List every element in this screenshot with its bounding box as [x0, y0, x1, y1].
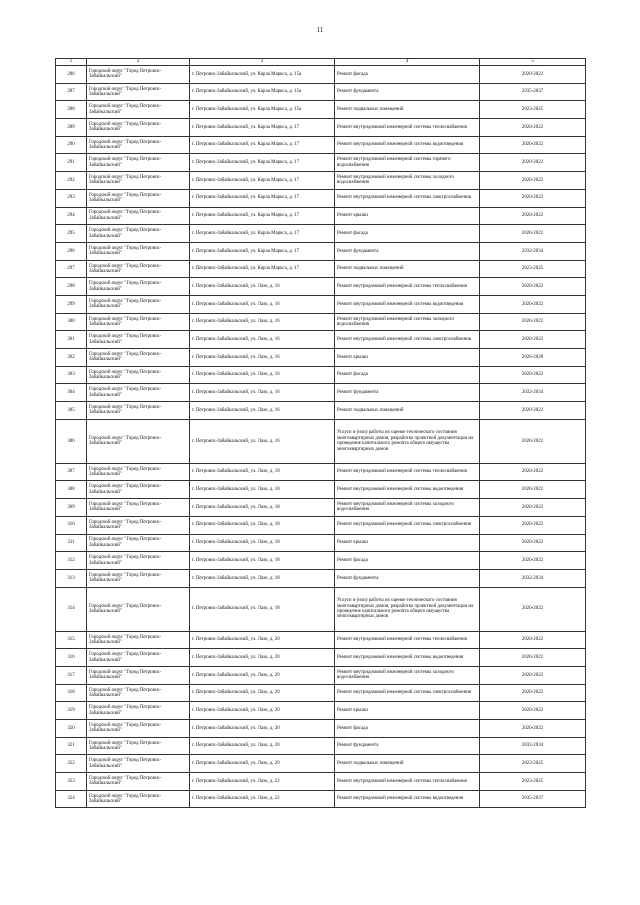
period-cell: 2020-2022 — [480, 666, 586, 684]
municipality-cell: Городской округ "Город Петровск-Забайкальский" — [87, 569, 190, 587]
municipality-cell: Городской округ "Город Петровск-Забайкальский" — [87, 66, 190, 84]
period-cell: 2020-2022 — [480, 66, 586, 84]
address-cell: г. Петровск-Забайкальский, ул. Карла Маркса, д. 17 — [190, 136, 335, 154]
municipality-cell: Городской округ "Город Петровск-Забайкальский" — [87, 349, 190, 367]
column-header-3: 3 — [190, 59, 335, 66]
address-cell: г. Петровск-Забайкальский, ул. Лазо, д. 18 — [190, 587, 335, 631]
period-cell: 2020-2022 — [480, 684, 586, 702]
address-cell: г. Петровск-Забайкальский, ул. Карла Маркса, д. 17 — [190, 242, 335, 260]
address-cell: г. Петровск-Забайкальский, ул. Карла Маркса, д. 17 — [190, 189, 335, 207]
address-cell: г. Петровск-Забайкальский, ул. Лазо, д. 18 — [190, 463, 335, 481]
work-type-cell: Ремонт фасада — [335, 66, 480, 84]
row-number-cell: 294 — [56, 207, 87, 225]
address-cell: г. Петровск-Забайкальский, ул. Лазо, д. 18 — [190, 516, 335, 534]
municipality-cell: Городской округ "Город Петровск-Забайкальский" — [87, 119, 190, 137]
address-cell: г. Петровск-Забайкальский, ул. Карла Маркса, д. 17 — [190, 207, 335, 225]
table-row — [56, 790, 586, 808]
row-number-cell: 308 — [56, 481, 87, 499]
table-row — [56, 101, 586, 119]
row-number-cell: 311 — [56, 534, 87, 552]
municipality-cell: Городской округ "Город Петровск-Забайкальский" — [87, 684, 190, 702]
table-row — [56, 684, 586, 702]
period-cell: 2020-2022 — [480, 552, 586, 570]
period-cell: 2020-2022 — [480, 136, 586, 154]
period-cell: 2020-2022 — [480, 331, 586, 349]
period-cell: 2032-2034 — [480, 737, 586, 755]
municipality-cell: Городской округ "Город Петровск-Забайкальский" — [87, 463, 190, 481]
period-cell: 2020-2022 — [480, 720, 586, 738]
column-header-5: 5 — [480, 59, 586, 66]
municipality-cell: Городской округ "Город Петровск-Забайкальский" — [87, 295, 190, 313]
repair-schedule-table — [55, 58, 586, 808]
column-header-2: 2 — [87, 59, 190, 66]
table-row — [56, 463, 586, 481]
table-row — [56, 481, 586, 499]
work-type-cell: Ремонт фундамента — [335, 242, 480, 260]
work-type-cell: Ремонт фундамента — [335, 83, 480, 101]
address-cell: г. Петровск-Забайкальский, ул. Лазо, д. 16 — [190, 295, 335, 313]
address-cell: г. Петровск-Забайкальский, ул. Лазо, д. 16 — [190, 366, 335, 384]
period-cell: 2032-2034 — [480, 384, 586, 402]
row-number-cell: 301 — [56, 331, 87, 349]
address-cell: г. Петровск-Забайкальский, ул. Лазо, д. 16 — [190, 402, 335, 420]
municipality-cell: Городской округ "Город Петровск-Забайкальский" — [87, 384, 190, 402]
address-cell: г. Петровск-Забайкальский, ул. Лазо, д. 18 — [190, 534, 335, 552]
period-cell: 2023-2025 — [480, 260, 586, 278]
row-number-cell: 321 — [56, 737, 87, 755]
work-type-cell: Ремонт крыши — [335, 702, 480, 720]
row-number-cell: 310 — [56, 516, 87, 534]
work-type-cell: Ремонт внутридомовой инженерной системы водоотведения — [335, 649, 480, 667]
table-row — [56, 189, 586, 207]
municipality-cell: Городской округ "Город Петровск-Забайкальский" — [87, 83, 190, 101]
table-row — [56, 295, 586, 313]
work-type-cell: Ремонт внутридомовой инженерной системы электроснабжения — [335, 189, 480, 207]
table-row — [56, 587, 586, 631]
address-cell: г. Петровск-Забайкальский, ул. Лазо, д. 22 — [190, 790, 335, 808]
row-number-cell: 292 — [56, 172, 87, 190]
work-type-cell: Услуги и (или) работы по оценке технического состояния многоквартирных домов, разработке проектной документации на проведение капитального ремонта общего имущества многоквартирных домов — [335, 587, 480, 631]
work-type-cell: Ремонт внутридомовой инженерной системы водоотведения — [335, 481, 480, 499]
municipality-cell: Городской округ "Город Петровск-Забайкальский" — [87, 154, 190, 172]
row-number-cell: 303 — [56, 366, 87, 384]
address-cell: г. Петровск-Забайкальский, ул. Лазо, д. 16 — [190, 384, 335, 402]
row-number-cell: 314 — [56, 587, 87, 631]
period-cell: 2032-2034 — [480, 242, 586, 260]
table-row — [56, 631, 586, 649]
row-number-cell: 312 — [56, 552, 87, 570]
table-row — [56, 172, 586, 190]
address-cell: г. Петровск-Забайкальский, ул. Карла Маркса, д. 15а — [190, 101, 335, 119]
address-cell: г. Петровск-Забайкальский, ул. Лазо, д. 16 — [190, 419, 335, 463]
table-row — [56, 569, 586, 587]
municipality-cell: Городской округ "Город Петровск-Забайкальский" — [87, 419, 190, 463]
address-cell: г. Петровск-Забайкальский, ул. Лазо, д. 20 — [190, 720, 335, 738]
work-type-cell: Ремонт подвальных помещений — [335, 101, 480, 119]
work-type-cell: Ремонт фундамента — [335, 737, 480, 755]
municipality-cell: Городской округ "Город Петровск-Забайкальский" — [87, 481, 190, 499]
work-type-cell: Ремонт внутридомовой инженерной системы электроснабжения — [335, 331, 480, 349]
period-cell: 2020-2022 — [480, 516, 586, 534]
address-cell: г. Петровск-Забайкальский, ул. Лазо, д. 22 — [190, 773, 335, 791]
table-row — [56, 119, 586, 137]
period-cell: 2020-2022 — [480, 295, 586, 313]
row-number-cell: 322 — [56, 755, 87, 773]
period-cell: 2020-2022 — [480, 278, 586, 296]
row-number-cell: 291 — [56, 154, 87, 172]
row-number-cell: 297 — [56, 260, 87, 278]
municipality-cell: Городской округ "Город Петровск-Забайкальский" — [87, 773, 190, 791]
period-cell: 2032-2034 — [480, 569, 586, 587]
row-number-cell: 299 — [56, 295, 87, 313]
row-number-cell: 296 — [56, 242, 87, 260]
period-cell: 2020-2022 — [480, 702, 586, 720]
work-type-cell: Ремонт фундамента — [335, 384, 480, 402]
period-cell: 2020-2022 — [480, 402, 586, 420]
work-type-cell: Ремонт внутридомовой инженерной системы водоотведения — [335, 136, 480, 154]
work-type-cell: Ремонт внутридомовой инженерной системы электроснабжения — [335, 684, 480, 702]
municipality-cell: Городской округ "Город Петровск-Забайкальский" — [87, 649, 190, 667]
municipality-cell: Городской округ "Город Петровск-Забайкальский" — [87, 552, 190, 570]
municipality-cell: Городской округ "Город Петровск-Забайкальский" — [87, 136, 190, 154]
address-cell: г. Петровск-Забайкальский, ул. Лазо, д. 20 — [190, 755, 335, 773]
period-cell: 2020-2022 — [480, 499, 586, 517]
work-type-cell: Ремонт внутридомовой инженерной системы теплоснабжения — [335, 463, 480, 481]
period-cell: 2020-2022 — [480, 534, 586, 552]
table-row — [56, 649, 586, 667]
municipality-cell: Городской округ "Город Петровск-Забайкальский" — [87, 499, 190, 517]
work-type-cell: Ремонт внутридомовой инженерной системы холодного водоснабжения — [335, 313, 480, 331]
work-type-cell: Ремонт фасада — [335, 552, 480, 570]
address-cell: г. Петровск-Забайкальский, ул. Карла Маркса, д. 17 — [190, 154, 335, 172]
table-row — [56, 737, 586, 755]
period-cell: 2023-2025 — [480, 773, 586, 791]
row-number-cell: 318 — [56, 684, 87, 702]
table-row — [56, 552, 586, 570]
municipality-cell: Городской округ "Город Петровск-Забайкальский" — [87, 534, 190, 552]
table-body — [56, 59, 586, 808]
work-type-cell: Ремонт внутридомовой инженерной системы водоотведения — [335, 790, 480, 808]
table-row — [56, 66, 586, 84]
municipality-cell: Городской округ "Город Петровск-Забайкальский" — [87, 631, 190, 649]
address-cell: г. Петровск-Забайкальский, ул. Лазо, д. 16 — [190, 331, 335, 349]
address-cell: г. Петровск-Забайкальский, ул. Лазо, д. 20 — [190, 666, 335, 684]
row-number-cell: 313 — [56, 569, 87, 587]
table-row — [56, 278, 586, 296]
work-type-cell: Ремонт внутридомовой инженерной системы холодного водоснабжения — [335, 666, 480, 684]
address-cell: г. Петровск-Забайкальский, ул. Лазо, д. 20 — [190, 649, 335, 667]
period-cell: 2020-2022 — [480, 313, 586, 331]
row-number-cell: 298 — [56, 278, 87, 296]
period-cell: 2020-2022 — [480, 463, 586, 481]
table-row — [56, 720, 586, 738]
table-row — [56, 755, 586, 773]
work-type-cell: Ремонт крыши — [335, 207, 480, 225]
address-cell: г. Петровск-Забайкальский, ул. Лазо, д. 18 — [190, 552, 335, 570]
table-row — [56, 260, 586, 278]
municipality-cell: Городской округ "Город Петровск-Забайкальский" — [87, 172, 190, 190]
row-number-cell: 302 — [56, 349, 87, 367]
municipality-cell: Городской округ "Город Петровск-Забайкальский" — [87, 278, 190, 296]
work-type-cell: Ремонт внутридомовой инженерной системы теплоснабжения — [335, 119, 480, 137]
period-cell: 2035-2037 — [480, 83, 586, 101]
work-type-cell: Ремонт крыши — [335, 534, 480, 552]
address-cell: г. Петровск-Забайкальский, ул. Лазо, д. 16 — [190, 349, 335, 367]
address-cell: г. Петровск-Забайкальский, ул. Карла Маркса, д. 17 — [190, 225, 335, 243]
address-cell: г. Петровск-Забайкальский, ул. Лазо, д. 20 — [190, 631, 335, 649]
table-row — [56, 402, 586, 420]
period-cell: 2023-2025 — [480, 755, 586, 773]
period-cell: 2020-2022 — [480, 419, 586, 463]
address-cell: г. Петровск-Забайкальский, ул. Карла Маркса, д. 15а — [190, 83, 335, 101]
address-cell: г. Петровск-Забайкальский, ул. Лазо, д. 18 — [190, 569, 335, 587]
row-number-cell: 319 — [56, 702, 87, 720]
table-row — [56, 349, 586, 367]
row-number-cell: 315 — [56, 631, 87, 649]
period-cell: 2020-2022 — [480, 189, 586, 207]
table-row — [56, 242, 586, 260]
row-number-cell: 293 — [56, 189, 87, 207]
address-cell: г. Петровск-Забайкальский, ул. Лазо, д. 20 — [190, 737, 335, 755]
table-row — [56, 154, 586, 172]
row-number-cell: 316 — [56, 649, 87, 667]
municipality-cell: Городской округ "Город Петровск-Забайкальский" — [87, 587, 190, 631]
municipality-cell: Городской округ "Город Петровск-Забайкальский" — [87, 516, 190, 534]
municipality-cell: Городской округ "Город Петровск-Забайкальский" — [87, 737, 190, 755]
work-type-cell: Ремонт крыши — [335, 349, 480, 367]
table-row — [56, 384, 586, 402]
table-row — [56, 499, 586, 517]
work-type-cell: Ремонт внутридомовой инженерной системы водоотведения — [335, 295, 480, 313]
period-cell: 2026-2028 — [480, 349, 586, 367]
period-cell: 2020-2022 — [480, 207, 586, 225]
row-number-cell: 287 — [56, 83, 87, 101]
row-number-cell: 289 — [56, 119, 87, 137]
address-cell: г. Петровск-Забайкальский, ул. Карла Маркса, д. 17 — [190, 119, 335, 137]
period-cell: 2020-2022 — [480, 481, 586, 499]
address-cell: г. Петровск-Забайкальский, ул. Карла Маркса, д. 15а — [190, 66, 335, 84]
table-row — [56, 313, 586, 331]
period-cell: 2020-2022 — [480, 649, 586, 667]
row-number-cell: 307 — [56, 463, 87, 481]
table-row — [56, 136, 586, 154]
work-type-cell: Ремонт внутридомовой инженерной системы холодного водоснабжения — [335, 172, 480, 190]
table-row — [56, 516, 586, 534]
work-type-cell: Ремонт внутридомовой инженерной системы горячего водоснабжения — [335, 154, 480, 172]
page-number: 11 — [316, 26, 324, 34]
address-cell: г. Петровск-Забайкальский, ул. Лазо, д. 16 — [190, 278, 335, 296]
column-header-4: 4 — [335, 59, 480, 66]
row-number-cell: 290 — [56, 136, 87, 154]
municipality-cell: Городской округ "Город Петровск-Забайкальский" — [87, 189, 190, 207]
municipality-cell: Городской округ "Город Петровск-Забайкальский" — [87, 313, 190, 331]
table-row — [56, 225, 586, 243]
work-type-cell: Ремонт внутридомовой инженерной системы теплоснабжения — [335, 773, 480, 791]
table-row — [56, 83, 586, 101]
row-number-cell: 320 — [56, 720, 87, 738]
period-cell: 2020-2022 — [480, 119, 586, 137]
period-cell: 2020-2022 — [480, 631, 586, 649]
address-cell: г. Петровск-Забайкальский, ул. Карла Маркса, д. 17 — [190, 172, 335, 190]
work-type-cell: Ремонт подвальных помещений — [335, 402, 480, 420]
work-type-cell: Ремонт внутридомовой инженерной системы теплоснабжения — [335, 631, 480, 649]
municipality-cell: Городской округ "Город Петровск-Забайкальский" — [87, 720, 190, 738]
municipality-cell: Городской округ "Город Петровск-Забайкальский" — [87, 366, 190, 384]
row-number-cell: 309 — [56, 499, 87, 517]
municipality-cell: Городской округ "Город Петровск-Забайкальский" — [87, 207, 190, 225]
row-number-cell: 295 — [56, 225, 87, 243]
municipality-cell: Городской округ "Город Петровск-Забайкальский" — [87, 242, 190, 260]
work-type-cell: Ремонт внутридомовой инженерной системы электроснабжения — [335, 516, 480, 534]
municipality-cell: Городской округ "Город Петровск-Забайкальский" — [87, 702, 190, 720]
table-row — [56, 666, 586, 684]
period-cell: 2023-2025 — [480, 101, 586, 119]
municipality-cell: Городской округ "Город Петровск-Забайкальский" — [87, 755, 190, 773]
work-type-cell: Ремонт внутридомовой инженерной системы холодного водоснабжения — [335, 499, 480, 517]
table-row — [56, 331, 586, 349]
row-number-cell: 323 — [56, 773, 87, 791]
address-cell: г. Петровск-Забайкальский, ул. Лазо, д. 18 — [190, 481, 335, 499]
address-cell: г. Петровск-Забайкальский, ул. Лазо, д. 18 — [190, 499, 335, 517]
address-cell: г. Петровск-Забайкальский, ул. Лазо, д. 20 — [190, 702, 335, 720]
municipality-cell: Городской округ "Город Петровск-Забайкальский" — [87, 101, 190, 119]
period-cell: 2020-2022 — [480, 225, 586, 243]
municipality-cell: Городской округ "Город Петровск-Забайкальский" — [87, 331, 190, 349]
table-row — [56, 534, 586, 552]
address-cell: г. Петровск-Забайкальский, ул. Лазо, д. 16 — [190, 313, 335, 331]
table-row — [56, 366, 586, 384]
row-number-cell: 324 — [56, 790, 87, 808]
table-row — [56, 773, 586, 791]
row-number-cell: 286 — [56, 66, 87, 84]
address-cell: г. Петровск-Забайкальский, ул. Карла Маркса, д. 17 — [190, 260, 335, 278]
row-number-cell: 306 — [56, 419, 87, 463]
work-type-cell: Ремонт подвальных помещений — [335, 755, 480, 773]
table-row — [56, 419, 586, 463]
work-type-cell: Ремонт фасада — [335, 720, 480, 738]
period-cell: 2020-2022 — [480, 587, 586, 631]
work-type-cell: Услуги и (или) работы по оценке технического состояния многоквартирных домов, разработке проектной документации на проведение капитального ремонта общего имущества многоквартирных домов — [335, 419, 480, 463]
row-number-cell: 288 — [56, 101, 87, 119]
municipality-cell: Городской округ "Город Петровск-Забайкальский" — [87, 790, 190, 808]
table-row — [56, 207, 586, 225]
row-number-cell: 305 — [56, 402, 87, 420]
municipality-cell: Городской округ "Город Петровск-Забайкальский" — [87, 666, 190, 684]
address-cell: г. Петровск-Забайкальский, ул. Лазо, д. 20 — [190, 684, 335, 702]
work-type-cell: Ремонт подвальных помещений — [335, 260, 480, 278]
table-row — [56, 702, 586, 720]
period-cell: 2020-2022 — [480, 366, 586, 384]
municipality-cell: Городской округ "Город Петровск-Забайкальский" — [87, 225, 190, 243]
municipality-cell: Городской округ "Город Петровск-Забайкальский" — [87, 402, 190, 420]
period-cell: 2035-2037 — [480, 790, 586, 808]
municipality-cell: Городской округ "Город Петровск-Забайкальский" — [87, 260, 190, 278]
work-type-cell: Ремонт фасада — [335, 225, 480, 243]
period-cell: 2020-2022 — [480, 154, 586, 172]
row-number-cell: 300 — [56, 313, 87, 331]
row-number-cell: 317 — [56, 666, 87, 684]
column-number-row — [56, 59, 586, 66]
column-header-1: 1 — [56, 59, 87, 66]
work-type-cell: Ремонт фундамента — [335, 569, 480, 587]
period-cell: 2020-2022 — [480, 172, 586, 190]
work-type-cell: Ремонт внутридомовой инженерной системы теплоснабжения — [335, 278, 480, 296]
work-type-cell: Ремонт фасада — [335, 366, 480, 384]
row-number-cell: 304 — [56, 384, 87, 402]
